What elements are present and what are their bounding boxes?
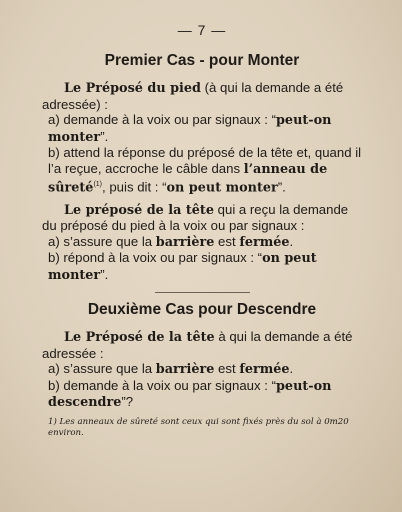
bold-term: fermée — [239, 362, 290, 378]
item-b — [42, 145, 362, 196]
paragraph-prepose-tete — [42, 202, 362, 234]
paragraph-prepose-tete-descente — [42, 329, 362, 361]
bold-term: barrière — [155, 362, 215, 378]
subject-prepose-tete: Le Préposé de la tête — [64, 330, 215, 346]
item-text: a) s’assure que la — [48, 361, 156, 377]
item-text: a) s’assure que la — [48, 233, 156, 249]
item-text: b) attend la réponse du préposé de la tête et, quand il l’a reçue, accroche le câble dans — [48, 145, 362, 176]
paragraph-text: (à qui la demande a été adressée) : — [42, 80, 344, 112]
paragraph-prepose-pied — [42, 80, 362, 112]
page-number: — 7 — — [177, 22, 227, 38]
quoted-command: on peut monter — [48, 251, 317, 283]
bold-term: fermée — [239, 234, 290, 250]
quoted-command: peut-on monter — [48, 113, 332, 145]
section-title-descendre: Deuxième Cas pour Descendre — [87, 301, 317, 319]
item-text: a) demande à la voix ou par signaux : “ — [48, 112, 276, 127]
section-divider — [155, 292, 250, 293]
section-title-monter: Premier Cas - pour Monter — [104, 52, 300, 69]
footnote: 1) Les anneaux de sûreté sont ceux qui sont fixés près du sol à 0m20 environ. — [48, 416, 349, 438]
bold-term: barrière — [155, 234, 215, 250]
item-text-end: ”. — [100, 266, 109, 282]
item-a — [42, 361, 362, 378]
item-text: , puis dit : “ — [102, 179, 167, 195]
item-a — [42, 234, 362, 251]
subject-prepose-tete: Le préposé de la tête — [64, 202, 214, 218]
quoted-command: on peut monter — [166, 180, 278, 196]
quoted-command: peut-on descendre — [48, 378, 332, 411]
paragraph-text: à qui la demande a été adressée : — [42, 329, 353, 361]
item-b — [42, 250, 362, 283]
section-monter — [42, 52, 362, 283]
item-text-end: . — [289, 233, 294, 249]
item-text-end: . — [289, 361, 294, 377]
section-descendre — [42, 301, 362, 411]
item-text: est — [214, 361, 240, 377]
bold-term: l’anneau de sûreté — [48, 161, 328, 196]
subject-prepose-pied: Le Préposé du pied — [64, 81, 201, 96]
item-text: b) demande à la voix ou par signaux : “ — [48, 377, 276, 393]
item-text: b) répond à la voix ou par signaux : “ — [48, 250, 263, 266]
item-text-end: ”. — [100, 128, 109, 144]
footnote-ref: (1) — [93, 181, 103, 188]
item-a — [42, 112, 362, 145]
paragraph-text: qui a reçu la demande du préposé du pied à la voix ou par signaux : — [42, 201, 349, 234]
item-text-end: ”? — [121, 394, 134, 410]
item-text: est — [214, 233, 240, 249]
item-b — [42, 378, 362, 411]
item-text-end: ”. — [277, 179, 286, 195]
